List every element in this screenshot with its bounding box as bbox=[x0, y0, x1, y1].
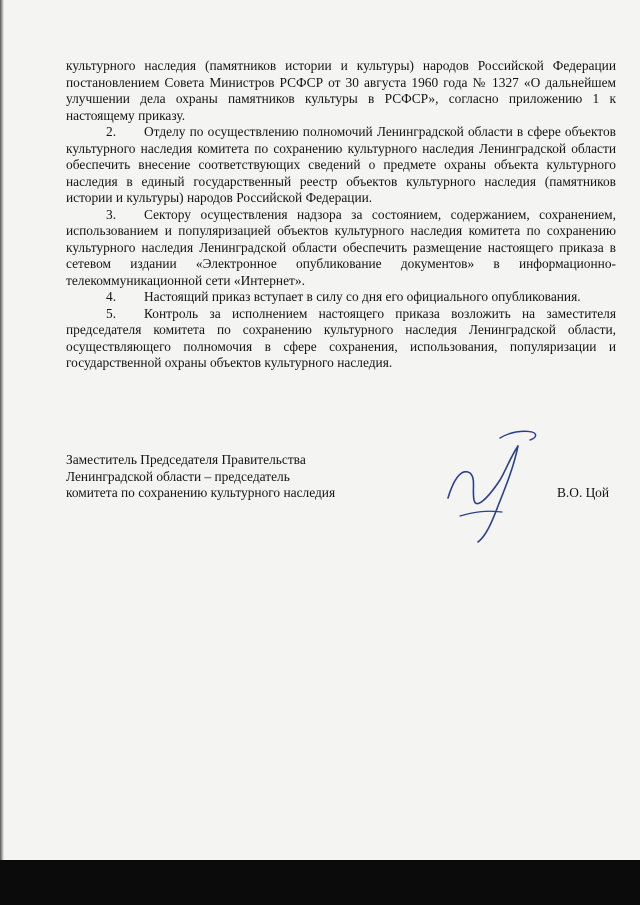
item-text: Отделу по осуществлению полномочий Ленинградской области в сфере объектов культурного наследия комитета по сохранению культурного наследия Ленинградской области обеспечить внесение соответствующих сведений о предмете охраны объекта культурного наследия в единый государственный реестр объектов культурного наследия (памятников истории и культуры) народов Российской Федерации. bbox=[66, 124, 616, 205]
item-text: Контроль за исполнением настоящего приказа возложить на заместителя председателя комитета по сохранению культурного наследия Ленинградской области, осуществляющего полномочия в сфере сохранения, использования, популяризации и государственной охраны объектов культурного наследия. bbox=[66, 305, 616, 370]
signer-name: В.О. Цой bbox=[557, 485, 609, 500]
scan-edge-shadow bbox=[0, 0, 4, 860]
signatory-title-line-1: Заместитель Председателя Правительства bbox=[66, 452, 306, 467]
paragraph-continuation: культурного наследия (памятников истории и культуры) народов Российской Федерации постановлением Совета Министров РСФСР от 30 августа 1960 года № 1327 «О дальнейшем улучшении дела охраны памятников культуры в РСФСР», согласно приложению 1 к настоящему приказу. bbox=[66, 58, 616, 123]
signatory-title bbox=[66, 452, 335, 502]
list-item-5 bbox=[66, 306, 616, 372]
item-text: Настоящий приказ вступает в силу со дня его официального опубликования. bbox=[144, 289, 581, 304]
item-number: 5. bbox=[106, 305, 117, 321]
item-number: 4. bbox=[106, 289, 117, 304]
signatory-title-line-2: Ленинградской области – председатель bbox=[66, 468, 290, 484]
list-item-3 bbox=[66, 207, 616, 290]
item-text: Сектору осуществления надзора за состоянием, содержанием, сохранением, использованием и популяризацией объектов культурного наследия комитета по сохранению культурного наследия Ленинградской области обеспечить размещение настоящего приказа в сетевом издании «Электронное опубликование документов» в информационно-телекоммуникационной сети «Интернет». bbox=[66, 206, 616, 288]
handwritten-signature bbox=[440, 428, 560, 548]
item-number: 3. bbox=[106, 206, 117, 222]
list-item-2 bbox=[66, 124, 616, 207]
signatory-title-line-3: комитета по сохранению культурного наследия bbox=[66, 485, 336, 500]
list-item-4 bbox=[66, 289, 616, 306]
item-number: 2. bbox=[106, 124, 117, 139]
document-body bbox=[66, 58, 616, 372]
